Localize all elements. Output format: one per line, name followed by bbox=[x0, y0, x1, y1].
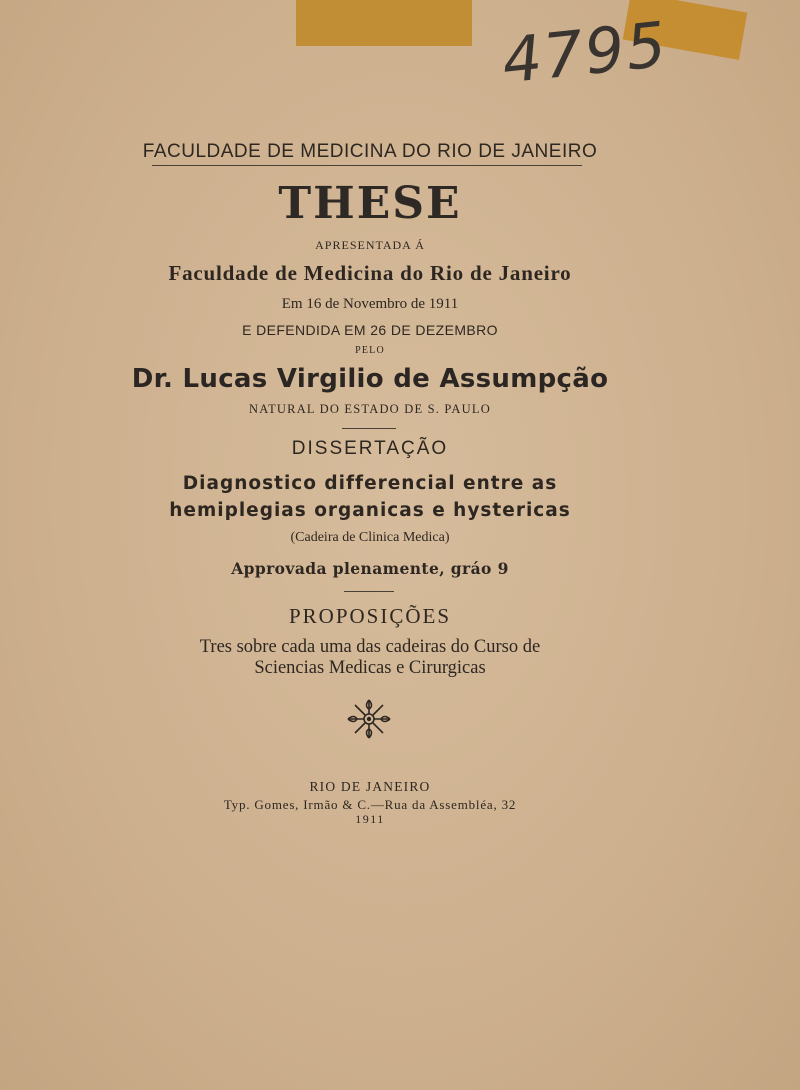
dissertation-heading: DISSERTAÇÃO bbox=[291, 438, 449, 459]
dissertation-title bbox=[0, 470, 740, 524]
dissertation-title-line-2: hemiplegias organicas e hystericas bbox=[169, 500, 571, 521]
adhesive-tape-left bbox=[296, 0, 472, 46]
thesis-title: THESE bbox=[278, 178, 462, 229]
imprint-publisher: Typ. Gomes, Irmão & C.—Rua da Assembléa, 32 bbox=[223, 797, 517, 812]
handwritten-catalog-number: 4795 bbox=[498, 7, 672, 98]
faculty-full-name: Faculdade de Medicina do Rio de Janeiro bbox=[168, 261, 572, 285]
faculty-header: FACULDADE DE MEDICINA DO RIO DE JANEIRO bbox=[142, 141, 598, 162]
header-rule bbox=[152, 165, 582, 166]
propositions-heading: PROPOSIÇÕES bbox=[288, 604, 452, 628]
author-origin: NATURAL DO ESTADO DE S. PAULO bbox=[249, 402, 491, 416]
propositions-description bbox=[0, 637, 740, 679]
imprint-year: 1911 bbox=[355, 812, 385, 826]
presented-to-label: APRESENTADA Á bbox=[315, 238, 425, 252]
approval-divider bbox=[344, 591, 394, 592]
dissertation-title-line-1: Diagnostico differencial entre as bbox=[182, 473, 558, 494]
defense-date: E DEFENDIDA EM 26 DE DEZEMBRO bbox=[242, 322, 498, 338]
author-name: Dr. Lucas Virgilio de Assumpção bbox=[131, 364, 609, 394]
imprint-city: RIO DE JANEIRO bbox=[309, 779, 431, 794]
by-label: PELO bbox=[355, 345, 385, 356]
presentation-date: Em 16 de Novembro de 1911 bbox=[281, 296, 459, 312]
approval-grade: Approvada plenamente, gráo 9 bbox=[231, 559, 509, 578]
propositions-line-1: Tres sobre cada uma das cadeiras do Curso de bbox=[199, 637, 541, 657]
floral-ornament-icon bbox=[345, 697, 393, 741]
chair-note: (Cadeira de Clinica Medica) bbox=[290, 530, 450, 545]
author-divider bbox=[342, 428, 396, 429]
propositions-line-2: Sciencias Medicas e Cirurgicas bbox=[254, 658, 486, 678]
